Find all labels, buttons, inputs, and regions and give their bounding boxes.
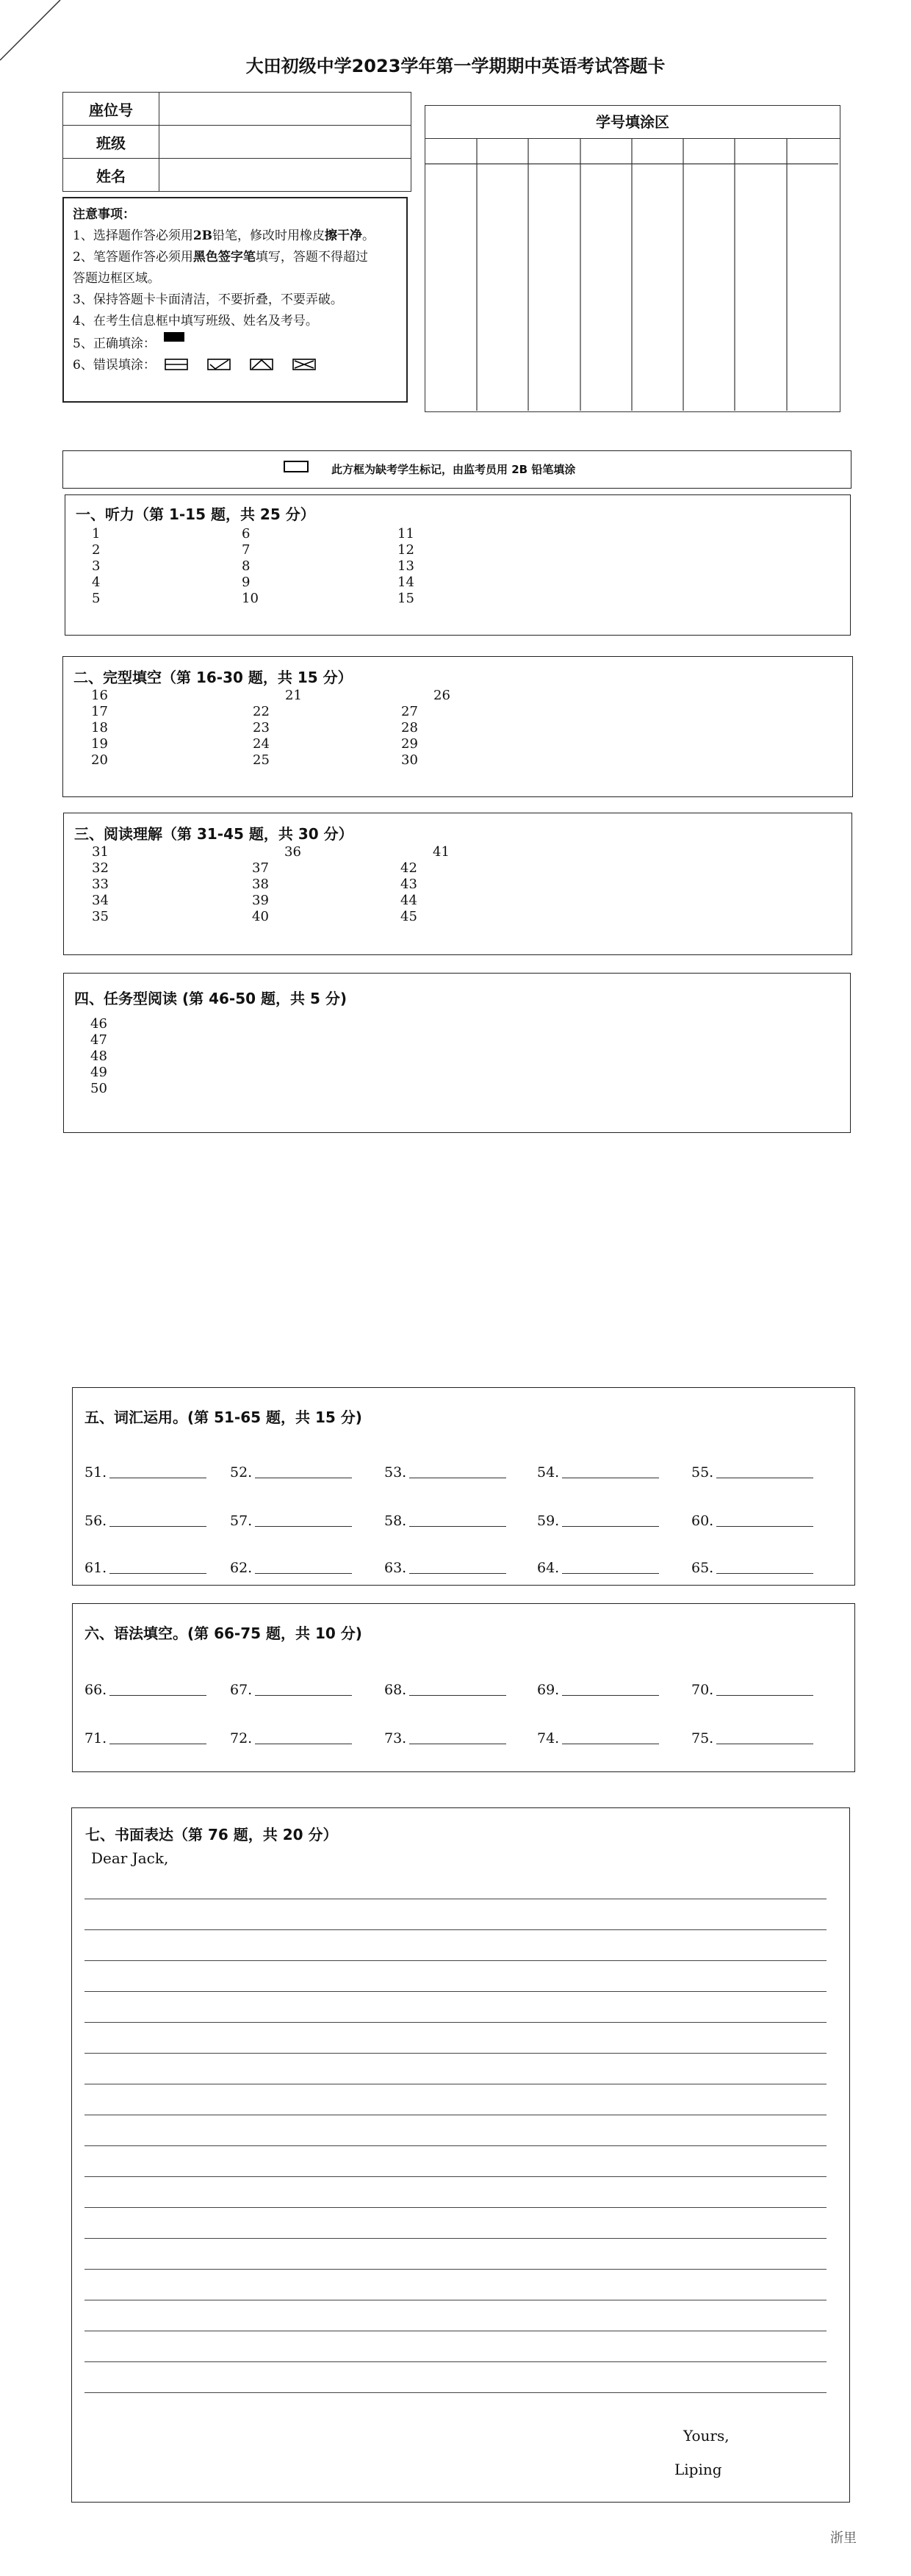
q-number: 24 bbox=[253, 736, 270, 752]
q-number: 47 bbox=[90, 1032, 107, 1048]
blank-item[interactable]: 67. bbox=[230, 1680, 352, 1698]
q-number: 29 bbox=[401, 736, 418, 752]
q-number: 45 bbox=[400, 909, 417, 924]
section-writing bbox=[71, 1807, 850, 2503]
page-title: 大田初级中学2023学年第一学期期中英语考试答题卡 bbox=[245, 56, 666, 76]
q-number: 32 bbox=[92, 860, 109, 876]
q-number: 22 bbox=[253, 704, 270, 719]
section-7-title: 七、书面表达（第 76 题，共 20 分） bbox=[85, 1826, 338, 1843]
notice-line-3: 3、保持答题卡卡面清洁，不要折叠，不要弄破。 bbox=[73, 292, 343, 307]
q-number: 7 bbox=[242, 542, 251, 558]
letter-greeting: Dear Jack, bbox=[91, 1849, 169, 1867]
q-number: 8 bbox=[242, 558, 251, 574]
name-label: 姓名 bbox=[63, 159, 159, 192]
notice-line-2b: 答题边框区域。 bbox=[73, 271, 160, 286]
q-number: 12 bbox=[397, 542, 414, 558]
q-number: 26 bbox=[433, 688, 450, 703]
q-number: 42 bbox=[400, 860, 417, 876]
blank-item[interactable]: 69. bbox=[537, 1680, 659, 1698]
q-number: 6 bbox=[242, 526, 251, 542]
section-4-title: 四、任务型阅读 (第 46-50 题，共 5 分) bbox=[74, 990, 347, 1007]
blank-item[interactable]: 66. bbox=[84, 1680, 206, 1698]
section-3-title: 三、阅读理解（第 31-45 题，共 30 分） bbox=[74, 825, 353, 843]
q-number: 31 bbox=[92, 844, 109, 860]
blank-item[interactable]: 64. bbox=[537, 1558, 659, 1576]
id-area-title: 学号填涂区 bbox=[425, 106, 840, 139]
notice-line-6: 6、错误填涂： bbox=[73, 355, 397, 376]
q-number: 43 bbox=[400, 877, 417, 892]
wrong-fill-icons bbox=[164, 356, 348, 373]
q-number: 17 bbox=[91, 704, 108, 719]
q-number: 48 bbox=[90, 1048, 107, 1064]
id-grid-lines bbox=[425, 139, 838, 411]
absent-note: 此方框为缺考学生标记，由监考员用 2B 铅笔填涂 bbox=[331, 463, 576, 476]
q-number: 14 bbox=[397, 575, 414, 590]
q-number: 37 bbox=[252, 860, 269, 876]
section-vocabulary bbox=[72, 1387, 855, 1586]
notice-heading: 注意事项： bbox=[73, 207, 135, 222]
notice-line-1: 1、选择题作答必须用2B铅笔，修改时用橡皮擦干净。 bbox=[73, 229, 375, 243]
section-6-title: 六、语法填空。(第 66-75 题，共 10 分) bbox=[84, 1625, 362, 1642]
blank-item[interactable]: 55. bbox=[691, 1463, 813, 1481]
blank-item[interactable]: 56. bbox=[84, 1511, 206, 1529]
blank-item[interactable]: 58. bbox=[384, 1511, 506, 1529]
q-number: 9 bbox=[242, 575, 251, 590]
blank-item[interactable]: 63. bbox=[384, 1558, 506, 1576]
section-reading bbox=[63, 813, 852, 955]
blank-item[interactable]: 57. bbox=[230, 1511, 352, 1529]
class-label: 班级 bbox=[63, 126, 159, 159]
q-number: 44 bbox=[400, 893, 417, 908]
q-number: 16 bbox=[91, 688, 108, 703]
q-number: 21 bbox=[285, 688, 302, 703]
correct-fill-icon bbox=[164, 332, 184, 342]
blank-item[interactable]: 54. bbox=[537, 1463, 659, 1481]
blank-item[interactable]: 65. bbox=[691, 1558, 813, 1576]
q-number: 23 bbox=[253, 720, 270, 735]
blank-item[interactable]: 62. bbox=[230, 1558, 352, 1576]
blank-item[interactable]: 75. bbox=[691, 1729, 813, 1746]
seat-label: 座位号 bbox=[63, 93, 159, 126]
q-number: 19 bbox=[91, 736, 108, 752]
name-field[interactable] bbox=[159, 159, 411, 192]
blank-item[interactable]: 68. bbox=[384, 1680, 506, 1698]
q-number: 25 bbox=[253, 752, 270, 768]
absent-marker-bar bbox=[62, 450, 851, 489]
notice-line-5: 5、正确填涂： bbox=[73, 332, 397, 355]
blank-item[interactable]: 70. bbox=[691, 1680, 813, 1698]
section-2-title: 二、完型填空（第 16-30 题，共 15 分） bbox=[73, 669, 353, 686]
blank-item[interactable]: 74. bbox=[537, 1729, 659, 1746]
q-number: 39 bbox=[252, 893, 269, 908]
seat-field[interactable] bbox=[159, 93, 411, 126]
blank-item[interactable]: 51. bbox=[84, 1463, 206, 1481]
q-number: 1 bbox=[92, 526, 101, 542]
q-number: 40 bbox=[252, 909, 269, 924]
q-number: 5 bbox=[92, 591, 101, 606]
section-1-title: 一、听力（第 1-15 题，共 25 分） bbox=[76, 506, 315, 523]
student-info-table bbox=[62, 92, 411, 192]
class-field[interactable] bbox=[159, 126, 411, 159]
student-id-grid[interactable] bbox=[425, 105, 840, 412]
section-5-title: 五、词汇运用。(第 51-65 题，共 15 分) bbox=[84, 1408, 362, 1426]
q-number: 20 bbox=[91, 752, 108, 768]
q-number: 36 bbox=[284, 844, 301, 860]
q-number: 41 bbox=[433, 844, 450, 860]
blank-item[interactable]: 73. bbox=[384, 1729, 506, 1746]
q-number: 2 bbox=[92, 542, 101, 558]
section-listening bbox=[65, 494, 851, 636]
absent-checkbox[interactable] bbox=[284, 461, 309, 472]
q-number: 4 bbox=[92, 575, 101, 590]
q-number: 10 bbox=[242, 591, 259, 606]
q-number: 13 bbox=[397, 558, 414, 574]
q-number: 28 bbox=[401, 720, 418, 735]
q-number: 50 bbox=[90, 1081, 107, 1096]
letter-closing: Yours, bbox=[683, 2427, 730, 2444]
q-number: 3 bbox=[92, 558, 101, 574]
notice-line-2: 2、笔答题作答必须用黑色签字笔填写，答题不得超过 bbox=[73, 250, 368, 265]
blank-item[interactable]: 52. bbox=[230, 1463, 352, 1481]
blank-item[interactable]: 60. bbox=[691, 1511, 813, 1529]
q-number: 15 bbox=[397, 591, 414, 606]
blank-item[interactable]: 61. bbox=[84, 1558, 206, 1576]
q-number: 11 bbox=[397, 526, 414, 542]
q-number: 27 bbox=[401, 704, 418, 719]
q-number: 33 bbox=[92, 877, 109, 892]
section-grammar bbox=[72, 1603, 855, 1772]
q-number: 30 bbox=[401, 752, 418, 768]
q-number: 46 bbox=[90, 1016, 107, 1032]
q-number: 38 bbox=[252, 877, 269, 892]
blank-item[interactable]: 53. bbox=[384, 1463, 506, 1481]
blank-item[interactable]: 71. bbox=[84, 1729, 206, 1746]
section-task-reading bbox=[63, 973, 851, 1133]
section-cloze bbox=[62, 656, 853, 797]
q-number: 49 bbox=[90, 1065, 107, 1080]
q-number: 35 bbox=[92, 909, 109, 924]
notice-line-4: 4、在考生信息框中填写班级、姓名及考号。 bbox=[73, 314, 318, 328]
q-number: 34 bbox=[92, 893, 109, 908]
letter-signature: Liping bbox=[674, 2461, 722, 2478]
footer-mark: 浙里 bbox=[830, 2530, 857, 2546]
q-number: 18 bbox=[91, 720, 108, 735]
notice-box bbox=[62, 197, 408, 403]
blank-item[interactable]: 59. bbox=[537, 1511, 659, 1529]
blank-item[interactable]: 72. bbox=[230, 1729, 352, 1746]
